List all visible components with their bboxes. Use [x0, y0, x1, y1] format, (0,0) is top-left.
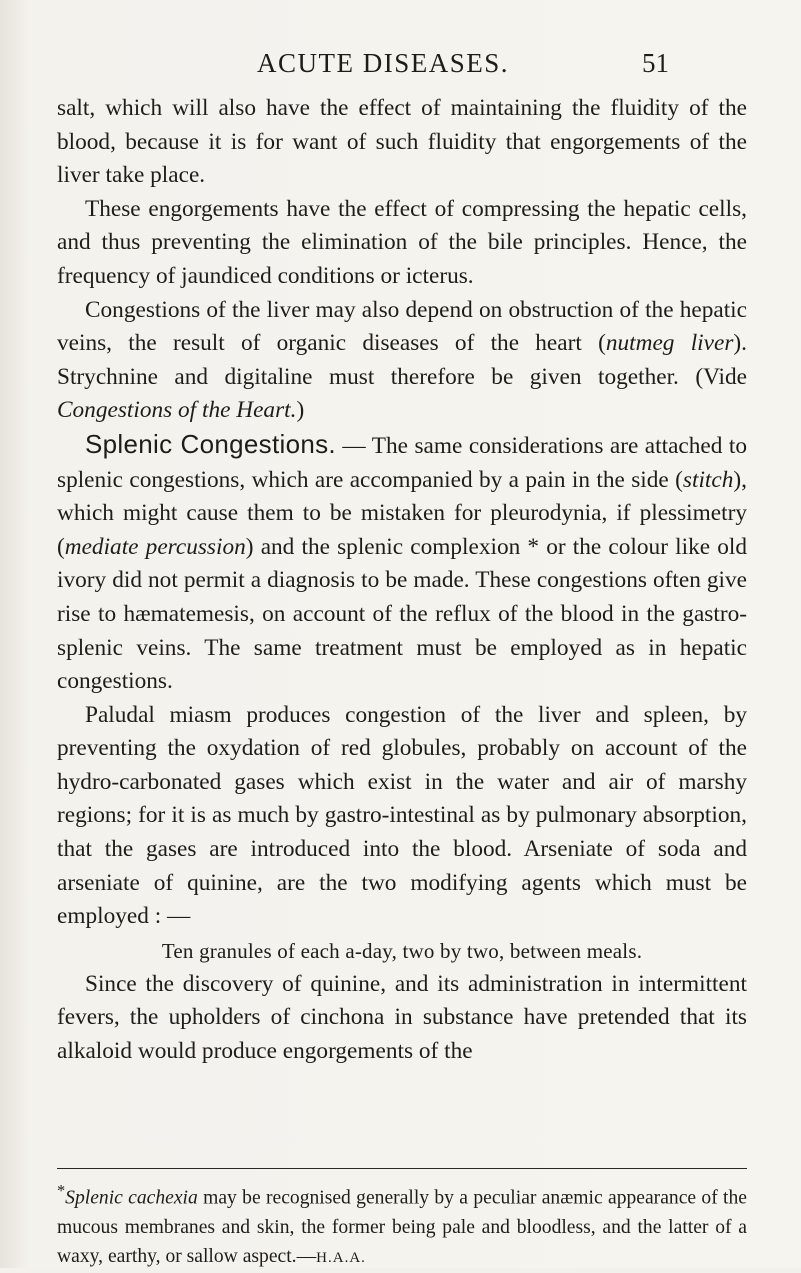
dosage-line: Ten granules of each a-day, two by two, between meals.	[161, 938, 643, 963]
footnote-text	[57, 1176, 747, 1273]
paragraph-2: These engorgements have the effect of compressing the hepatic cells, and thus preventing the elimination of the bile principles. Hence, the frequency of jaundiced conditions or icterus.	[57, 195, 747, 289]
paragraph-4	[57, 428, 747, 699]
cross-reference: Congestions of the Heart.	[57, 397, 297, 424]
mediate-percussion-term: mediate percussion	[64, 533, 246, 560]
footnote-signature: H.A.A.	[316, 1249, 366, 1266]
paragraph-5: Paludal miasm produces congestion of the liver and spleen, by preventing the oxydation of red globules, probably on account of the hydro-carbonated gases which exist in the water and air of marshy regions; for it is as much by gastro-intestinal as by pulmonary absorption, that the gases are introduced into the blood. Arseniate of soda and arseniate of quinine, are the two modifying agents which must be employed : —	[57, 701, 747, 930]
footnote-body: may be recognised generally by a peculiar anæmic appearance of the mucous membranes and skin, the former being pale and bloodless, and the latter of a waxy, earthy, or sallow aspect.—	[57, 1187, 747, 1267]
body-text	[57, 92, 747, 1069]
footnote-term: Splenic cachexia	[65, 1187, 198, 1209]
paragraph-3-text-c: ). Strychnine and digitaline must therefore be given together. (Vide	[57, 330, 747, 390]
paragraph-3-text-e: )	[296, 397, 305, 424]
paragraph-4-text-a: — The same considerations are attached to splenic congestions, which are accompanied by a pain in the side (	[57, 432, 747, 493]
paragraph-6: Since the discovery of quinine, and its administration in intermittent fevers, the upholders of cinchona in substance have pretended that its alkaloid would produce engorgements of the	[57, 970, 747, 1065]
footnote-marker: *	[57, 1181, 66, 1200]
paragraph-1: salt, which will also have the effect of maintaining the fluidity of the blood, because it is for want of such fluidity that engorgements of the liver take place.	[57, 95, 747, 189]
running-title: ACUTE DISEASES.	[257, 48, 510, 78]
paragraph-4-text-c: ), which might cause them to be mistaken for pleurodynia, if plessimetry (	[57, 466, 747, 560]
section-heading-splenic: Splenic Congestions.	[85, 428, 336, 459]
page-number: 51	[642, 48, 669, 78]
page-header	[0, 42, 801, 82]
paragraph-3	[57, 294, 747, 428]
stitch-term: stitch	[682, 466, 734, 493]
footnote-divider	[57, 1168, 747, 1169]
paragraph-3-text-a: Congestions of the liver may also depend on obstruction of the hepatic veins, the result of organic diseases of the heart (	[57, 296, 747, 357]
footnote	[57, 1176, 747, 1273]
nutmeg-liver-term: nutmeg liver	[605, 330, 734, 357]
paragraph-4-text-e: ) and the splenic complexion * or the colour like old ivory did not permit a diagnosis to be made. These congestions often give rise to hæmatemesis, on account of the reflux of the blood in the gastro-splenic veins. The same treatment must be employed as in hepatic congestions.	[57, 533, 747, 695]
